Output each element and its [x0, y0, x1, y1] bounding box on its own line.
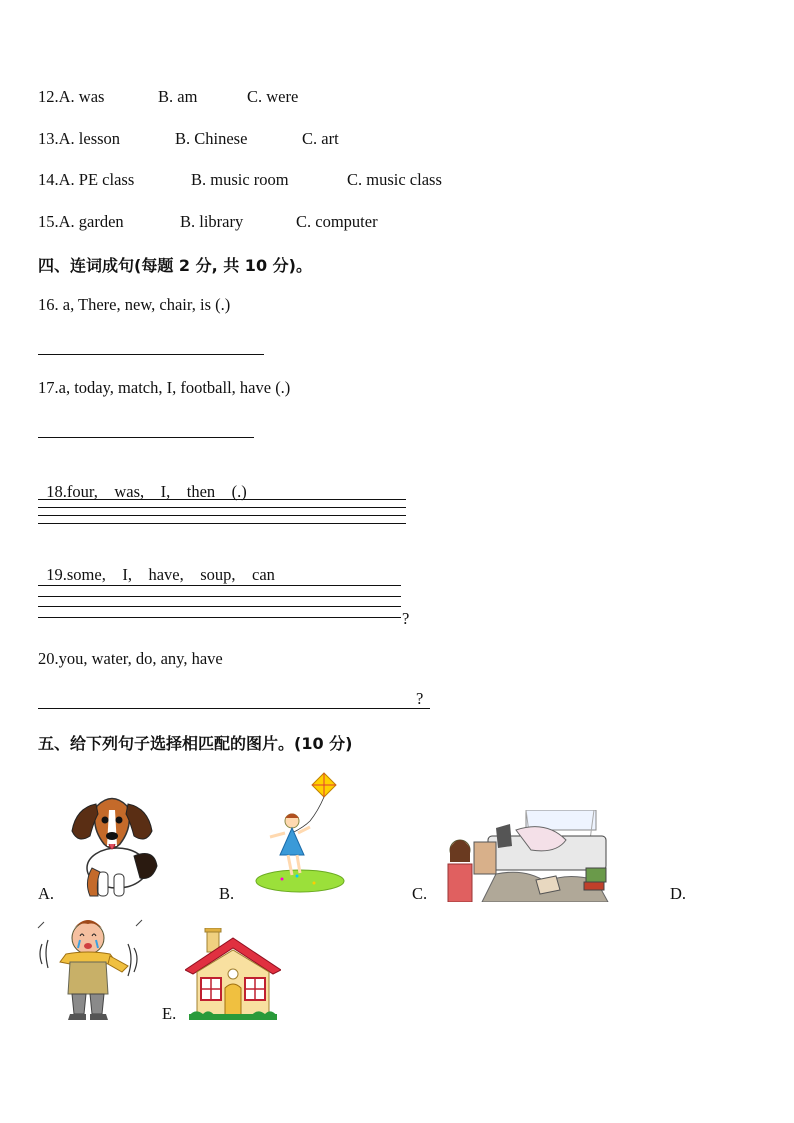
label-d: D.	[670, 884, 687, 903]
question-number: 14.	[38, 170, 59, 189]
question-words: a, There, new, chair, is (.)	[58, 295, 231, 314]
label-c: C.	[412, 884, 428, 903]
option-c: C. computer	[296, 212, 378, 231]
question-words: four, was, I, then (.)	[66, 482, 247, 501]
answer-line[interactable]	[38, 499, 406, 500]
question-number: 15.	[38, 212, 59, 231]
question-number: 12.	[38, 87, 59, 106]
answer-line[interactable]	[38, 585, 401, 586]
question-15	[38, 212, 124, 232]
label-e: E.	[162, 1004, 177, 1023]
question-18	[38, 462, 247, 502]
question-words: some, I, have, soup, can	[66, 565, 275, 584]
question-mark: ?	[416, 689, 424, 708]
girl-flying-kite-picture	[252, 771, 352, 896]
question-mark: ?	[402, 609, 410, 628]
cold-boy-picture	[36, 914, 146, 1022]
question-20	[38, 649, 223, 669]
option-c: C. art	[302, 129, 339, 148]
question-number: 18.	[46, 482, 67, 501]
question-number: 16.	[38, 295, 59, 314]
answer-line[interactable]	[38, 515, 406, 516]
option-a: A. lesson	[58, 129, 121, 148]
question-words: a, today, match, I, football, have (.)	[58, 378, 291, 397]
answer-line[interactable]	[38, 617, 401, 618]
option-c: C. were	[247, 87, 299, 106]
dog-picture	[62, 786, 162, 901]
option-b: B. library	[180, 212, 244, 231]
answer-line[interactable]	[38, 606, 401, 607]
question-17	[38, 378, 290, 398]
option-a: A. garden	[58, 212, 124, 231]
question-13	[38, 129, 120, 149]
question-12	[38, 87, 104, 107]
option-a: A. was	[58, 87, 105, 106]
question-16	[38, 295, 230, 315]
question-number: 19.	[46, 565, 67, 584]
option-c: C. music class	[347, 170, 442, 189]
answer-line[interactable]	[38, 523, 406, 524]
section-4-heading: 四、连词成句(每题 2 分, 共 10 分)。	[38, 256, 312, 275]
option-b: B. music room	[191, 170, 289, 189]
label-a: A.	[38, 884, 55, 903]
answer-line[interactable]	[38, 354, 264, 355]
house-picture	[185, 928, 281, 1022]
option-b: B. am	[158, 87, 198, 106]
answer-line[interactable]	[38, 507, 406, 508]
question-number: 17.	[38, 378, 59, 397]
answer-line[interactable]	[38, 437, 254, 438]
question-number: 20.	[38, 649, 59, 668]
question-number: 13.	[38, 129, 59, 148]
section-5-heading: 五、给下列句子选择相匹配的图片。(10 分)	[38, 734, 353, 753]
label-b: B.	[219, 884, 235, 903]
answer-line[interactable]	[38, 596, 401, 597]
question-words: you, water, do, any, have	[58, 649, 223, 668]
question-14	[38, 170, 134, 190]
option-b: B. Chinese	[175, 129, 248, 148]
answer-line[interactable]	[38, 708, 430, 709]
question-19	[38, 545, 275, 585]
messy-room-picture	[436, 810, 612, 902]
option-a: A. PE class	[58, 170, 135, 189]
